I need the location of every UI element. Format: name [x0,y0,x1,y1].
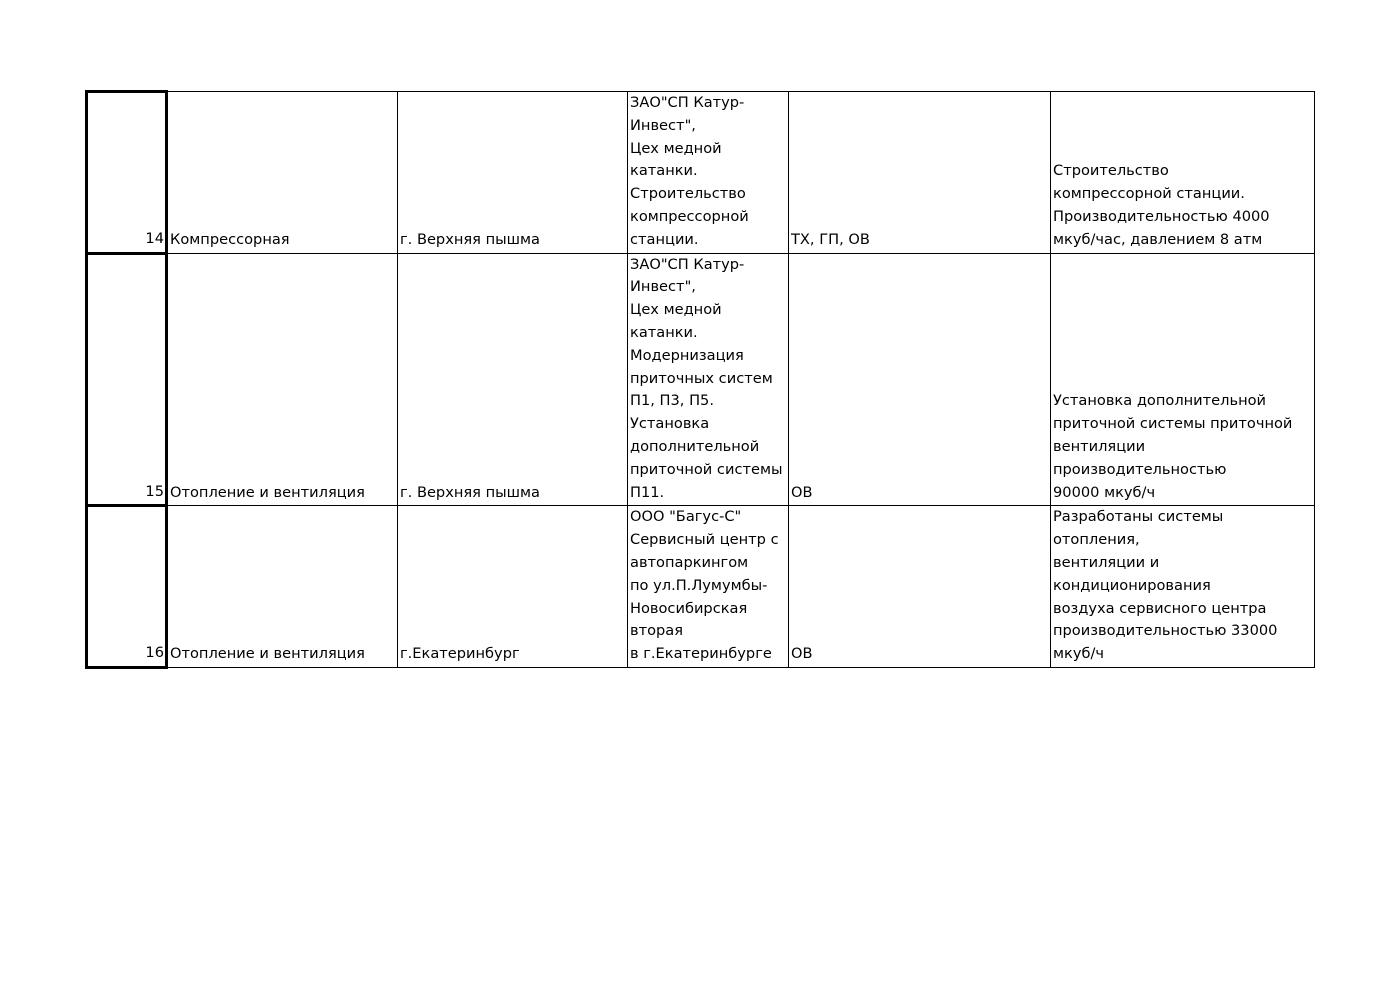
city-cell: г.Екатеринбург [398,506,628,668]
row-number-cell: 15 [87,253,167,506]
city-cell: г. Верхняя пышма [398,92,628,254]
work-type-cell: Отопление и вентиляция [167,253,398,506]
object-cell: ЗАО"СП Катур- Инвест", Цех медной катанки. Модернизация приточных систем П1, П3, П5. Установка дополнительной приточной системы П11. [628,253,789,506]
description-cell: Установка дополнительной приточной системы приточной вентиляции производительностью 90000 мкуб/ч [1051,253,1315,506]
row-number-cell: 16 [87,506,167,668]
object-cell: ООО "Багус-С" Сервисный центр с автопаркингом по ул.П.Лумумбы- Новосибирская вторая в г.Екатеринбурге [628,506,789,668]
work-type-cell: Отопление и вентиляция [167,506,398,668]
description-cell: Разработаны системы отопления, вентиляции и кондиционирования воздуха сервисного центра производительностью 33000 мкуб/ч [1051,506,1315,668]
row-number-cell: 14 [87,92,167,254]
table-row [87,92,1315,254]
description-cell: Строительство компрессорной станции. Производительностью 4000 мкуб/час, давлением 8 атм [1051,92,1315,254]
work-type-cell: Компрессорная [167,92,398,254]
sections-cell: ОВ [789,506,1051,668]
sections-cell: ТХ, ГП, ОВ [789,92,1051,254]
table-row [87,253,1315,506]
city-cell: г. Верхняя пышма [398,253,628,506]
sections-cell: ОВ [789,253,1051,506]
projects-table [85,90,1315,669]
object-cell: ЗАО"СП Катур- Инвест", Цех медной катанки. Строительство компрессорной станции. [628,92,789,254]
table-row [87,506,1315,668]
